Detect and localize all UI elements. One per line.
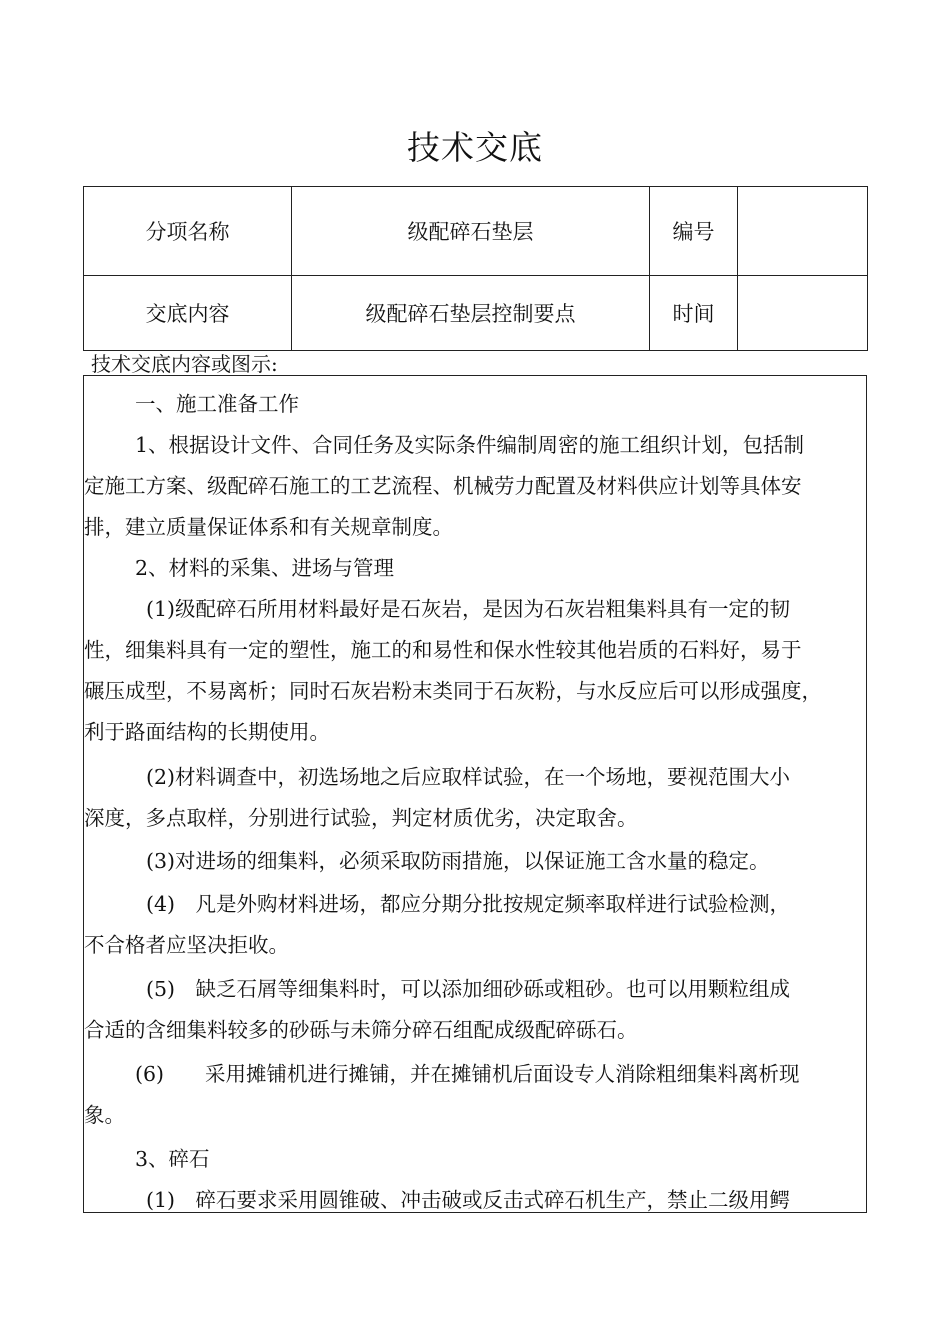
paragraph-line: 1、根据设计文件、合同任务及实际条件编制周密的施工组织计划，包括制	[135, 433, 805, 457]
paragraph-line: 利于路面结构的长期使用。	[84, 720, 330, 744]
paragraph-line: 定施工方案、级配碎石施工的工艺流程、机械劳力配置及材料供应计划等具体安	[84, 474, 802, 498]
label-item-name: 分项名称	[84, 187, 292, 276]
paragraph-line: (1)级配碎石所用材料最好是石灰岩，是因为石灰岩粗集料具有一定的韧	[146, 597, 791, 621]
paragraph-line: (1) 碎石要求采用圆锥破、冲击破或反击式碎石机生产，禁止二级用鳄	[146, 1188, 791, 1212]
label-number: 编号	[650, 187, 738, 276]
value-number	[738, 187, 868, 276]
header-row-2	[84, 276, 868, 351]
paragraph-line: 合适的含细集料较多的砂砾与未筛分碎石组配成级配碎砾石。	[84, 1018, 638, 1042]
value-content: 级配碎石垫层控制要点	[292, 276, 650, 351]
paragraph-line: 深度，多点取样，分别进行试验，判定材质优劣，决定取舍。	[84, 806, 638, 830]
label-content: 交底内容	[84, 276, 292, 351]
paragraph-line: 性，细集料具有一定的塑性，施工的和易性和保水性较其他岩质的石料好，易于	[84, 638, 802, 662]
section-heading: 一、施工准备工作	[135, 392, 299, 416]
section-heading: 2、材料的采集、进场与管理	[135, 556, 395, 580]
paragraph-line: 碾压成型，不易离析；同时石灰岩粉末类同于石灰粉，与水反应后可以形成强度，	[84, 679, 822, 703]
paragraph-line: 象。	[84, 1103, 125, 1127]
value-item-name: 级配碎石垫层	[292, 187, 650, 276]
paragraph-line: (4) 凡是外购材料进场，都应分期分批按规定频率取样进行试验检测，	[146, 892, 791, 916]
paragraph-line: 不合格者应坚决拒收。	[84, 933, 289, 957]
header-table	[83, 186, 868, 351]
document-title: 技术交底	[407, 128, 543, 167]
section-heading: 3、碎石	[135, 1147, 210, 1171]
label-time: 时间	[650, 276, 738, 351]
paragraph-line: (2)材料调查中，初选场地之后应取样试验，在一个场地，要视范围大小	[146, 765, 791, 789]
paragraph-line: 排，建立质量保证体系和有关规章制度。	[84, 515, 453, 539]
content-box	[83, 375, 867, 1213]
paragraph-line: (6) 采用摊铺机进行摊铺，并在摊铺机后面设专人消除粗细集料离析现	[135, 1062, 800, 1086]
value-time	[738, 276, 868, 351]
paragraph-line: (3)对进场的细集料，必须采取防雨措施，以保证施工含水量的稳定。	[146, 849, 770, 873]
header-row-1	[84, 187, 868, 276]
content-caption: 技术交底内容或图示:	[91, 352, 278, 376]
paragraph-line: (5) 缺乏石屑等细集料时，可以添加细砂砾或粗砂。也可以用颗粒组成	[146, 977, 791, 1001]
